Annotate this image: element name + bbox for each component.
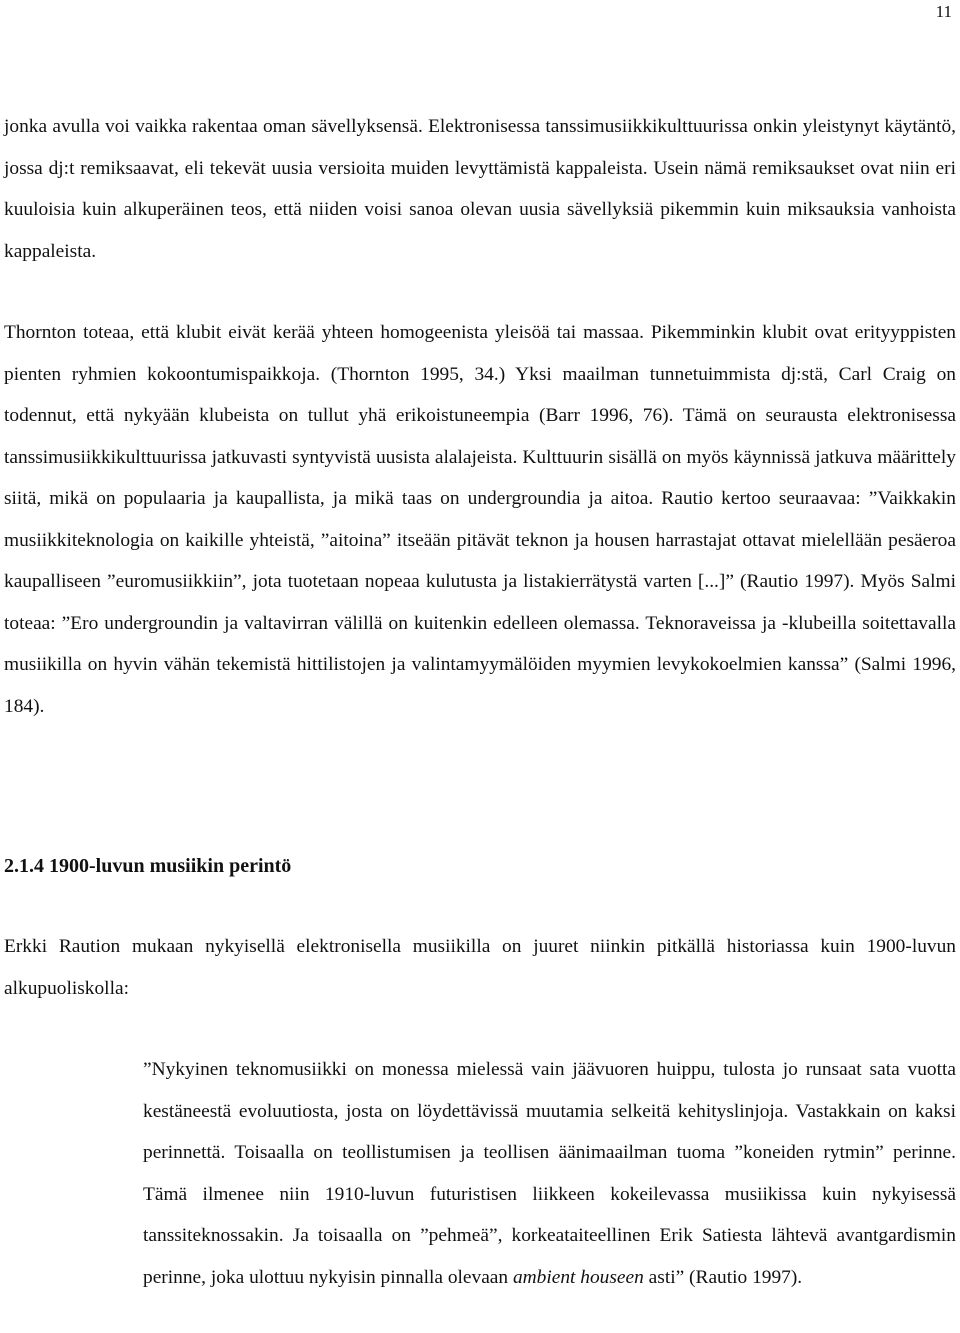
- block-quote-rautio: [143, 1049, 956, 1298]
- paragraph-rautio-intro: Erkki Raution mukaan nykyisellä elektronisella musiikilla on juuret niinkin pitkällä historiassa kuin 1900-luvun alkupuoliskolla:: [4, 936, 956, 999]
- quote-text-end: asti” (Rautio 1997).: [643, 1266, 803, 1288]
- quote-italic-term: ambient houseen: [512, 1266, 644, 1288]
- paragraph-remixes: jonka avulla voi vaikka rakentaa oman sävellyksensä. Elektronisessa tanssimusiikkikulttuurissa onkin yleistynyt käytäntö, jossa dj:t remiksaavat, eli tekevät uusia versioita muiden levyttämistä kappaleista. Usein nämä remiksaukset ovat niin eri kuuloisia kuin alkuperäinen teos, että niiden voisi sanoa olevan uusia sävellyksiä pikemmin kuin miksauksia vanhoista kappaleista.: [4, 116, 956, 262]
- section-heading: 2.1.4 1900-luvun musiikin perintö: [4, 855, 292, 877]
- quote-text-start: ”Nykyinen teknomusiikki on monessa mielessä vain jäävuoren huippu, tulosta jo runsaat sata vuotta kestäneestä evoluutiosta, josta on löydettävissä muutamia selkeitä kehityslinjoja. Vastakkain on kaksi perinnettä. Toisaalla on teollistumisen ja teollisen äänimaailman tuoma ”koneiden rytmin” perinne. Tämä ilmenee niin 1910-luvun futuristisen liikkeen kokeilevassa musiikissa kuin nykyisessä tanssiteknossakin. Ja toisaalla on ”pehmeä”, korkeataiteellinen Erik Satiesta lähtevä avantgardismin perinne, joka ulottuu nykyisin pinnalla olevaan: [143, 1059, 956, 1288]
- paragraph-club-audiences: Thornton toteaa, että klubit eivät kerää yhteen homogeenista yleisöä tai massaa. Pikemminkin klubit ovat erityyppisten pienten ryhmien kokoontumispaikkoja. (Thornton 1995, 34.) Yksi maailman tunnetuimmista dj:stä, Carl Craig on todennut, että nykyään klubeista on tullut yhä erikoistuneempia (Barr 1996, 76). Tämä on seurausta elektronisessa tanssimusiikkikulttuurissa jatkuvasti syntyvistä uusista alalajeista. Kulttuurin sisällä on myös käynnissä jatkuva määrittely siitä, mikä on populaaria ja kaupallista, ja mikä taas on undergroundia ja aitoa. Rautio kertoo seuraavaa: ”Vaikkakin musiikkiteknologia on kaikille yhteistä, ”aitoina” itseään pitävät teknon ja housen harrastajat ottavat mielellään pesäeroa kaupalliseen ”euromusiikkiin”, jota tuotetaan nopeaa kulutusta ja listakierrätystä varten [...]” (Rautio 1997). Myös Salmi toteaa: ”Ero undergroundin ja valtavirran välillä on kuitenkin edelleen olemassa. Teknoraveissa ja -klubeilla soitettavalla musiikilla on hyvin vähän tekemistä hittilistojen ja valintamyymälöiden myymien levykokoelmien kanssa” (Salmi 1996, 184).: [4, 322, 956, 717]
- page-number: 11: [935, 2, 952, 21]
